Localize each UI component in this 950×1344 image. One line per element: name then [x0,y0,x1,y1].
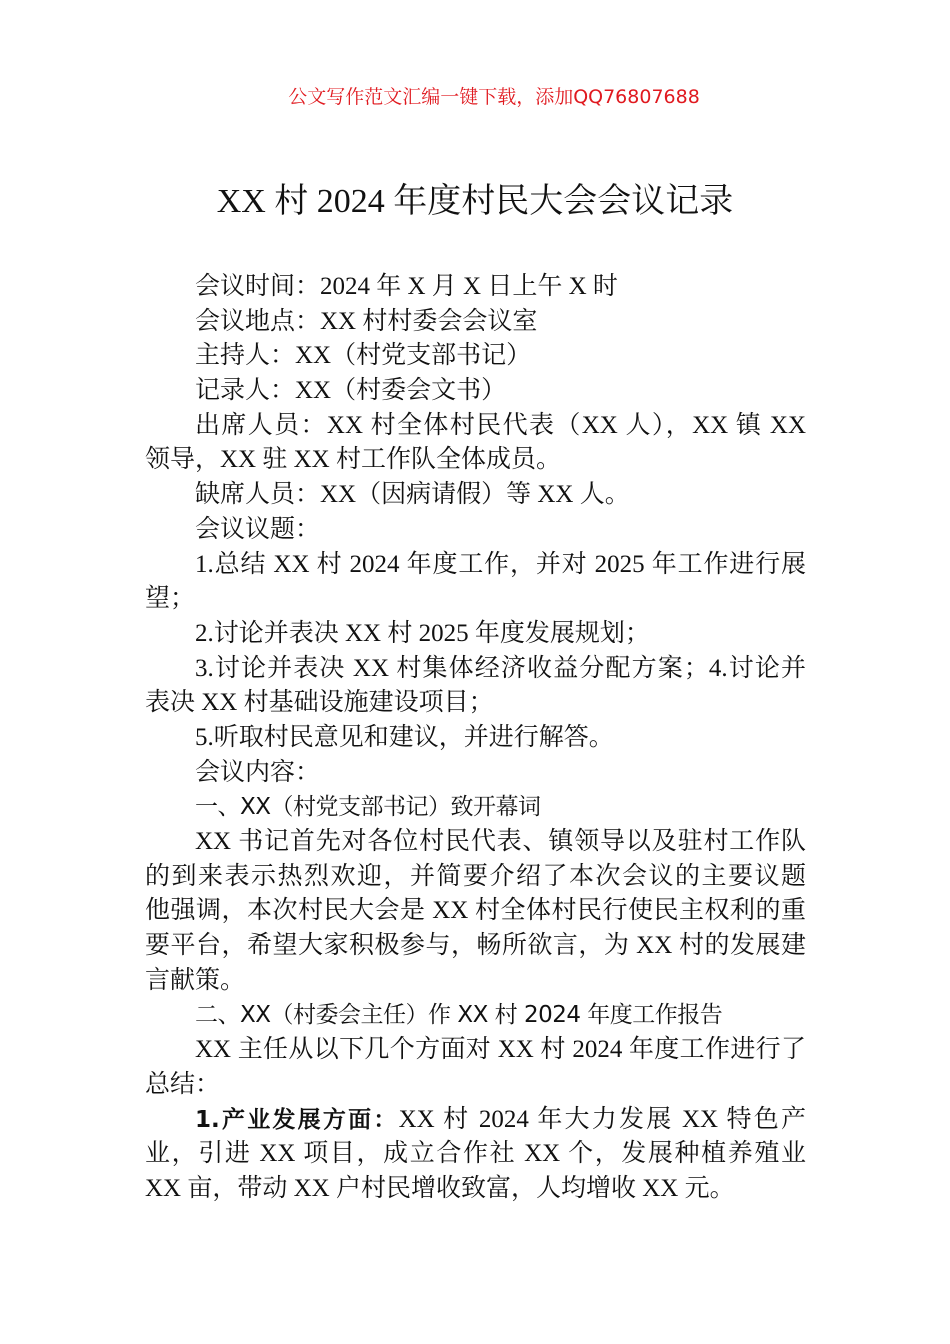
attendees-line: 领导，XX 驻 XX 村工作队全体成员。 [145,446,561,474]
paragraph-line: XX 主任从以下几个方面对 XX 村 2024 年度工作进行了 [195,1036,806,1064]
agenda-item: 表决 XX 村基础设施建设项目； [145,689,494,717]
agenda-heading: 会议议题： [195,515,321,543]
section-heading: 二、XX（村委会主任）作 XX 村 2024 年度工作报告 [195,1002,723,1029]
download-banner: 公文写作范文汇编一键下载，添加QQ76807688 [288,86,700,108]
paragraph-line: 他强调，本次村民大会是 XX 村全体村民行使民主权利的重 [145,897,806,925]
bold-lead: 1.产业发展方面： [195,1106,399,1133]
attendees-line: 出席人员：XX 村全体村民代表（XX 人），XX 镇 XX [195,411,806,439]
paragraph-line: 言献策。 [145,966,246,994]
section-heading: 一、XX（村党支部书记）致开幕词 [195,794,541,821]
absentees: 缺席人员：XX（因病请假）等 XX 人。 [195,481,630,509]
document-body [145,270,806,1207]
paragraph-line: XX 书记首先对各位村民代表、镇领导以及驻村工作队 [195,828,806,855]
agenda-item: 望； [145,585,196,613]
paragraph-line: 总结： [145,1070,221,1098]
agenda-item: 5.听取村民意见和建议，并进行解答。 [195,723,614,751]
paragraph-text: XX 村 2024 年大力发展 XX 特色产 [398,1105,806,1133]
content-heading: 会议内容： [195,758,321,786]
document-title: XX 村 2024 年度村民大会会议记录 [216,183,734,220]
meeting-location: 会议地点：XX 村村委会会议室 [195,307,538,335]
paragraph-line [145,1103,806,1138]
meeting-time: 会议时间：2024 年 X 月 X 日上午 X 时 [195,273,618,300]
paragraph-line: XX 亩，带动 XX 户村民增收致富，人均增收 XX 元。 [145,1174,735,1202]
agenda-item: 1.总结 XX 村 2024 年度工作，并对 2025 年工作进行展 [195,550,806,578]
paragraph-line: 要平台，希望大家积极参与，畅所欲言，为 XX 村的发展建 [145,932,806,960]
paragraph-line: 业，引进 XX 项目，成立合作社 XX 个，发展种植养殖业 [145,1140,806,1168]
paragraph-line: 的到来表示热烈欢迎，并简要介绍了本次会议的主要议题 [145,862,806,890]
meeting-host: 主持人：XX（村党支部书记） [195,342,532,370]
agenda-item: 2.讨论并表决 XX 村 2025 年度发展规划； [195,619,650,647]
meeting-recorder: 记录人：XX（村委会文书） [195,377,507,405]
agenda-item: 3.讨论并表决 XX 村集体经济收益分配方案；4.讨论并 [195,654,806,682]
